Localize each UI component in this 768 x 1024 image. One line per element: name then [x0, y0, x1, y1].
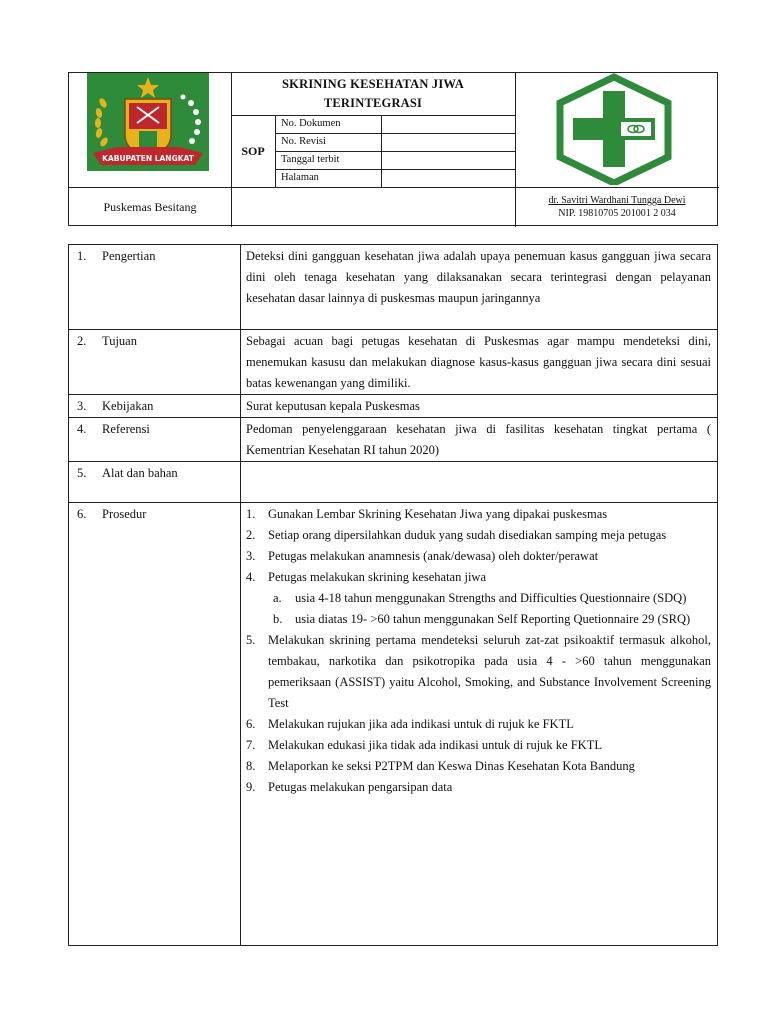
row-label: Alat dan bahan — [102, 466, 178, 480]
procedure-step — [241, 504, 711, 525]
procedure-step — [241, 546, 711, 567]
logo-banner-text: KABUPATEN LANGKAT — [102, 154, 194, 163]
step-text: Petugas melakukan skrining kesehatan jiwa — [268, 570, 486, 584]
procedure-substep — [241, 609, 711, 630]
row-kebijakan — [69, 395, 718, 418]
row-label: Referensi — [102, 422, 150, 436]
meta-halaman: Halaman — [281, 172, 319, 183]
step-text: Petugas melakukan anamnesis (anak/dewasa) oleh dokter/perawat — [268, 549, 599, 563]
row-number: 4. — [77, 422, 87, 436]
row-number: 5. — [77, 466, 87, 480]
procedure-steps — [241, 504, 711, 588]
meta-no-revisi: No. Revisi — [281, 136, 326, 147]
step-text: Melakukan rujukan jika ada indikasi untuk di rujuk ke FKTL — [268, 717, 574, 731]
step-number: 6. — [246, 717, 256, 731]
kabupaten-langkat-logo — [87, 73, 209, 171]
procedure-step — [241, 735, 711, 756]
step-number: 8. — [246, 759, 256, 773]
procedure-step — [241, 777, 711, 798]
signatory-nip: NIP. 19810705 201001 2 034 — [558, 208, 676, 219]
step-text: Melakukan skrining pertama mendeteksi seluruh zat-zat psikoaktif termasuk alkohol, tembakau, narkotika dan psikotropika pada usia 4 - >60 tahun menggunakan pemeriksaan (ASSIST) yaitu Alcohol, Smoking, and Substance Involvement Screening Test — [268, 633, 711, 710]
title-line-1: SKRINING KESEHATAN JIWA — [282, 77, 464, 91]
substep-text: usia diatas 19- >60 tahun menggunakan Self Reporting Quetionnaire 29 (SRQ) — [295, 612, 691, 626]
procedure-step — [241, 567, 711, 588]
row-text: Deteksi dini gangguan kesehatan jiwa adalah upaya penemuan kasus gangguan jiwa secara dini oleh tenaga kesehatan yang dilaksanakan secara terintegrasi dengan pelayanan kesehatan dasar lainnya di puskesmas maupun jaringannya — [241, 245, 718, 330]
step-number: 2. — [246, 528, 256, 542]
meta-no-dokumen: No. Dokumen — [281, 118, 341, 129]
signatory-name: dr. Savitri Wardhani Tungga Dewi — [548, 195, 686, 206]
row-text — [241, 462, 718, 503]
row-label: Kebijakan — [102, 399, 154, 413]
puskesmas-logo — [553, 73, 675, 185]
row-alat-dan-bahan — [69, 462, 718, 503]
document-title — [231, 73, 515, 115]
step-text: Setiap orang dipersilahkan duduk yang sudah disediakan samping meja petugas — [268, 528, 667, 542]
procedure-substeps — [241, 588, 711, 630]
step-text: Melaporkan ke seksi P2TPM dan Keswa Dinas Kesehatan Kota Bandung — [268, 759, 635, 773]
sop-header — [68, 72, 718, 226]
puskesmas-name: Puskemas Besitang — [103, 199, 197, 214]
procedure-step — [241, 756, 711, 777]
row-number: 2. — [77, 334, 87, 348]
sop-content-table — [68, 244, 718, 946]
step-text: Petugas melakukan pengarsipan data — [268, 780, 453, 794]
substep-letter: b. — [273, 612, 283, 626]
procedure-step — [241, 714, 711, 735]
step-text: Melakukan edukasi jika tidak ada indikasi untuk di rujuk ke FKTL — [268, 738, 602, 752]
procedure-steps — [241, 630, 711, 798]
signatory — [515, 187, 719, 227]
step-number: 4. — [246, 570, 256, 584]
row-referensi — [69, 418, 718, 462]
step-number: 9. — [246, 780, 256, 794]
sop-label: SOP — [241, 143, 265, 158]
row-number: 6. — [77, 507, 87, 521]
step-number: 1. — [246, 507, 256, 521]
procedure-step — [241, 630, 711, 714]
procedure-substep — [241, 588, 711, 609]
meta-tanggal-terbit: Tanggal terbit — [281, 154, 340, 165]
substep-text: usia 4-18 tahun menggunakan Strengths and Difficulties Questionnaire (SDQ) — [295, 591, 687, 605]
row-number: 1. — [77, 249, 87, 263]
row-text: Pedoman penyelenggaraan kesehatan jiwa di fasilitas kesehatan tingkat pertama ( Kementrian Kesehatan RI tahun 2020) — [241, 418, 718, 462]
row-text: Sebagai acuan bagi petugas kesehatan di Puskesmas agar mampu mendeteksi dini, menemukan kasusu dan melakukan diagnose kasus-kasus gangguan jiwa secara dini sesuai batas kewenangan yang dimiliki. — [241, 330, 718, 395]
row-number: 3. — [77, 399, 87, 413]
row-label: Prosedur — [102, 507, 147, 521]
step-number: 7. — [246, 738, 256, 752]
row-text: Surat keputusan kepala Puskesmas — [241, 395, 718, 418]
step-number: 3. — [246, 549, 256, 563]
procedure-step — [241, 525, 711, 546]
row-label: Pengertian — [102, 249, 156, 263]
substep-letter: a. — [273, 591, 282, 605]
row-tujuan — [69, 330, 718, 395]
row-prosedur — [69, 503, 718, 946]
step-number: 5. — [246, 633, 256, 647]
title-line-2: TERINTEGRASI — [323, 96, 423, 110]
row-pengertian — [69, 245, 718, 330]
row-label: Tujuan — [102, 334, 137, 348]
step-text: Gunakan Lembar Skrining Kesehatan Jiwa yang dipakai puskesmas — [268, 507, 608, 521]
